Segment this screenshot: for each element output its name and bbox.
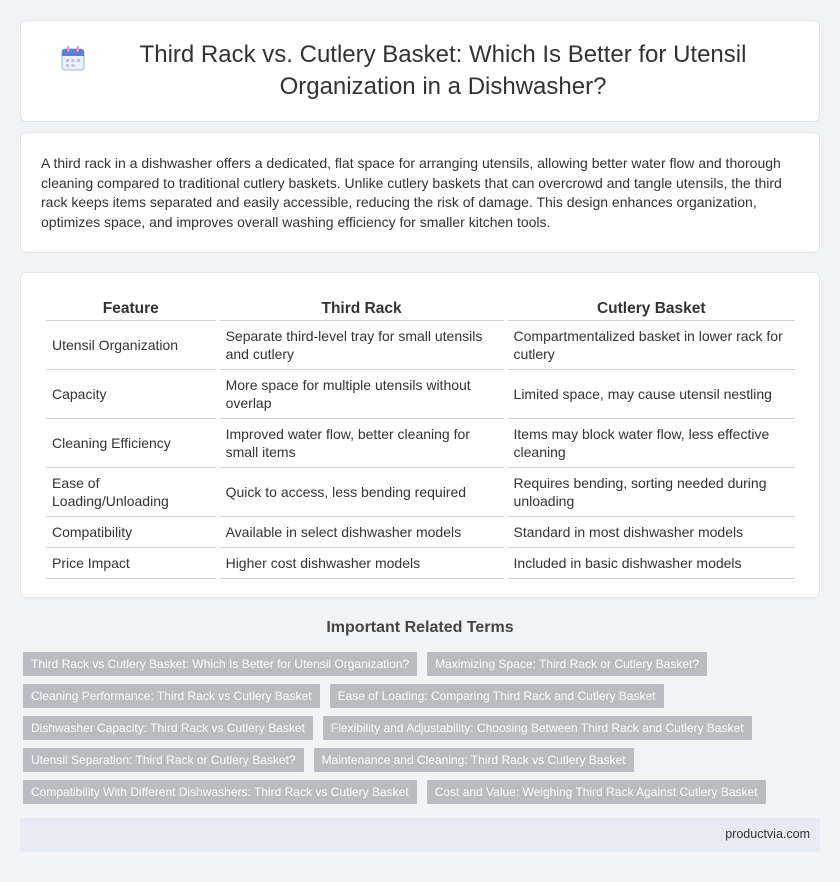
table-cell: Compatibility [46,517,216,548]
column-header-cutlery-basket: Cutlery Basket [508,295,795,321]
table-cell: Requires bending, sorting needed during unloading [508,468,795,517]
related-term-tag[interactable]: Cost and Value: Weighing Third Rack Against Cutlery Basket [427,780,766,804]
comparison-table [42,295,799,579]
table-cell: Utensil Organization [46,321,216,370]
table-cell: Higher cost dishwasher models [220,548,504,579]
table-row [46,321,795,370]
title-card [20,20,820,122]
table-row [46,419,795,468]
calendar-icon [61,45,85,71]
related-term-tag[interactable]: Maximizing Space: Third Rack or Cutlery Basket? [427,652,707,676]
table-cell: Standard in most dishwasher models [508,517,795,548]
related-term-tag[interactable]: Third Rack vs Cutlery Basket: Which Is Better for Utensil Organization? [23,652,417,676]
table-cell: Compartmentalized basket in lower rack for cutlery [508,321,795,370]
column-header-third-rack: Third Rack [220,295,504,321]
related-term-tag[interactable]: Flexibility and Adjustability: Choosing Between Third Rack and Cutlery Basket [323,716,752,740]
table-cell: Included in basic dishwasher models [508,548,795,579]
table-cell: Ease of Loading/Unloading [46,468,216,517]
related-term-tag[interactable]: Ease of Loading: Comparing Third Rack and Cutlery Basket [330,684,664,708]
column-header-feature: Feature [46,295,216,321]
table-cell: More space for multiple utensils without overlap [220,370,504,419]
page-title: Third Rack vs. Cutlery Basket: Which Is Better for Utensil Organization in a Dishwasher? [139,41,747,100]
comparison-table-card [20,272,820,598]
table-cell: Limited space, may cause utensil nestling [508,370,795,419]
footer [20,818,820,852]
table-cell: Price Impact [46,548,216,579]
table-row [46,517,795,548]
table-cell: Cleaning Efficiency [46,419,216,468]
intro-card [20,132,820,253]
table-row [46,548,795,579]
site-link[interactable]: productvia.com [725,827,810,841]
table-row [46,370,795,419]
intro-paragraph: A third rack in a dishwasher offers a dedicated, flat space for arranging utensils, allowing better water flow and thorough cleaning compared to traditional cutlery baskets. Unlike cutlery baskets that can overcrowd and tangle utensils, the third rack keeps items separated and easily accessible, reducing the risk of damage. This design enhances organization, optimizes space, and improves overall washing efficiency for smaller kitchen tools. [41,155,782,230]
related-term-tag[interactable]: Cleaning Performance: Third Rack vs Cutlery Basket [23,684,320,708]
related-term-tag[interactable]: Utensil Separation: Third Rack or Cutlery Basket? [23,748,304,772]
table-cell: Items may block water flow, less effective cleaning [508,419,795,468]
related-terms-list [23,652,823,812]
table-cell: Separate third-level tray for small utensils and cutlery [220,321,504,370]
related-terms-title: Important Related Terms [326,619,514,636]
table-cell: Available in select dishwasher models [220,517,504,548]
table-header-row [46,295,795,321]
table-row [46,468,795,517]
table-cell: Capacity [46,370,216,419]
related-term-tag[interactable]: Dishwasher Capacity: Third Rack vs Cutlery Basket [23,716,313,740]
related-term-tag[interactable]: Compatibility With Different Dishwashers: Third Rack vs Cutlery Basket [23,780,417,804]
table-cell: Quick to access, less bending required [220,468,504,517]
related-term-tag[interactable]: Maintenance and Cleaning: Third Rack vs Cutlery Basket [314,748,634,772]
table-cell: Improved water flow, better cleaning for small items [220,419,504,468]
